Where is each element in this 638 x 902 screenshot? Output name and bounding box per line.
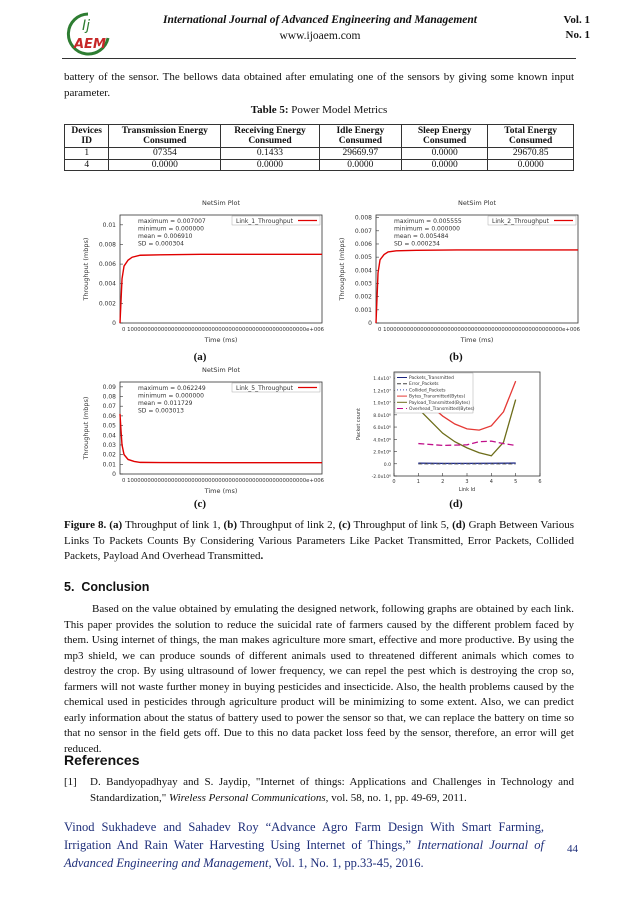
y-tick-label: 0.002: [98, 300, 116, 308]
y-tick-label: 0: [112, 320, 116, 327]
y-tick-label: 0.008: [98, 241, 116, 249]
section-number: 5.: [64, 580, 75, 594]
table-cell: 4: [65, 159, 109, 171]
reference-item: [64, 775, 574, 806]
issue-label: No. 1: [565, 29, 590, 41]
plot-stat-text: SD = 0.000234: [394, 240, 440, 248]
reference-number: [1]: [64, 776, 77, 788]
y-tick-label: 8.0x10⁶: [373, 413, 391, 419]
table-caption-label: Table 5:: [250, 104, 289, 116]
plot-title: NetSim Plot: [458, 199, 496, 207]
y-tick-label: 0.008: [354, 214, 372, 222]
legend-label: Overhead_Transmitted(Bytes): [409, 407, 475, 412]
reference-details: vol. 58, no. 1, pp. 49-69, 2011.: [328, 791, 467, 804]
plot-stat-text: maximum = 0.062249: [138, 385, 206, 392]
figure-label: Figure 8: [64, 519, 104, 531]
y-tick-label: 6.0x10⁶: [373, 426, 391, 432]
y-tick-label: 1.2x10⁷: [373, 389, 391, 395]
caption-subfig-text: Graph Between Various Links To Packets Counts By Considering Various Parameters Like Packet Transmitted, Error Packets, Collided Packets, Payload And Overhead Transmitted: [64, 519, 575, 562]
legend-label: Link_5_Throughput: [236, 385, 293, 392]
caption-subfig-ref: (b): [223, 519, 237, 531]
conclusion-paragraph: Based on the value obtained by emulating the designed network, following graphs are obtained by each link. This paper provides the solution to reduce the suicidal rate of farmers caused by the different problem faced by them. Using internet of things, the man makes agriculture more smart, effective and more productive. By using the mp3 shield, we can produce sounds of different animals used to threatened different animals which comes to destroy the crop. By using ultrasound of lower frequency, we can repel the pest which is destroying the crop so, farmers will not waste further money in buying pesticides and insecticide. Also, the health problems caused by the chemical used in pesticides through agriculture product will be minimizing to some extent. Also, we can predict early information about the status of battery used to power the sensor so that, we can replace the battery on time so that no sensor in the field gets off. Due to this no data packet loss feed by the sensor, therefore, an error will get reduced.: [64, 603, 574, 755]
table-header-cell: Receiving Energy Consumed: [221, 125, 319, 148]
legend-label: Packets_Transmitted: [409, 376, 454, 381]
table-cell: 07354: [109, 148, 221, 160]
volume-number: [540, 13, 590, 43]
table-cell: 29669.97: [319, 148, 401, 160]
legend-label: Error_Packets: [409, 382, 439, 388]
x-tick-labels: 0 10000000000000000000000000000000000000000000000000000e+006: [122, 327, 324, 333]
table-cell: 29670.85: [488, 148, 574, 160]
y-tick-label: 0.002: [354, 293, 372, 301]
y-tick-label: 0.04: [102, 432, 116, 440]
footer-citation-text: Vinod Sukhadeve and Sahadev Roy “Advance Agro Farm Design With Smart Farming, Irrigation And Rain Water Harvesting Using Internet of Things,”: [64, 820, 544, 852]
table-cell: 1: [65, 148, 109, 160]
plot-stat-text: mean = 0.011729: [138, 400, 193, 407]
plot-stat-text: mean = 0.006910: [138, 233, 193, 240]
x-tick-label: 1: [416, 479, 420, 485]
y-axis-label: Throughput (mbps): [82, 237, 90, 301]
caption-subfig-ref: . (a): [103, 519, 123, 531]
journal-title: International Journal of Advanced Engineering and Management: [163, 14, 477, 26]
x-tick-label: 4: [489, 479, 493, 485]
y-tick-label: 0.001: [354, 306, 372, 314]
table-header-cell: Transmission Energy Consumed: [109, 125, 221, 148]
figure-caption: [64, 518, 574, 565]
references-heading: References: [64, 752, 140, 768]
x-tick-labels: 0 10000000000000000000000000000000000000000000000000000e+006: [378, 327, 580, 333]
y-tick-label: 0.004: [98, 280, 116, 288]
plot-stat-text: minimum = 0.000000: [138, 392, 204, 400]
table-row: [65, 148, 574, 160]
subfig-label-b: (b): [449, 351, 463, 363]
y-tick-label: 0.007: [354, 227, 372, 235]
section-title: Conclusion: [81, 580, 150, 594]
y-tick-label: 4.0x10⁶: [373, 438, 391, 444]
y-tick-label: 0.02: [102, 451, 116, 459]
table-body: [65, 148, 574, 171]
table-caption: [64, 104, 574, 116]
plot-d: [350, 362, 550, 501]
x-tick-label: 5: [514, 479, 518, 485]
caption-subfig-text: Throughput of link 1,: [122, 519, 224, 531]
x-tick-label: 0: [392, 479, 396, 485]
legend-label: Link_2_Throughput: [492, 218, 549, 225]
x-axis-label: Time (ms): [460, 336, 494, 344]
page-number: 44: [567, 843, 578, 855]
table-header-cell: Sleep Energy Consumed: [402, 125, 488, 148]
x-tick-label: 2: [441, 479, 445, 485]
table-row: [65, 159, 574, 171]
table-cell: 0.0000: [319, 159, 401, 171]
y-tick-label: 0.06: [102, 412, 116, 420]
y-tick-label: 0.005: [354, 254, 372, 262]
y-tick-label: 0.006: [98, 261, 116, 269]
plot-d-svg: [350, 362, 550, 496]
plot-stat-text: maximum = 0.007007: [138, 218, 206, 225]
y-tick-label: 0.08: [102, 393, 116, 401]
plot-b: [334, 195, 584, 350]
y-tick-label: -2.0x10⁶: [371, 475, 391, 480]
table-cell: 0.0000: [402, 159, 488, 171]
plot-stat-text: maximum = 0.005555: [394, 218, 462, 225]
series-line-link-1-throughput: [120, 254, 322, 323]
plot-b-svg: [334, 195, 584, 345]
table-header-cell: Total Energy Consumed: [488, 125, 574, 148]
plot-stat-text: minimum = 0.000000: [138, 225, 204, 233]
y-tick-label: 0.05: [102, 422, 116, 430]
section-heading: [64, 580, 149, 594]
y-tick-label: 0: [112, 471, 116, 478]
journal-url[interactable]: www.ijoaem.com: [279, 30, 361, 42]
plot-stat-text: minimum = 0.000000: [394, 225, 460, 233]
x-axis-label: Time (ms): [204, 487, 238, 495]
table-cell: 0.1433: [221, 148, 319, 160]
caption-subfig-ref: (d): [452, 519, 466, 531]
logo-text-top: Ij: [82, 18, 91, 34]
subfig-label-c: (c): [193, 498, 207, 510]
table-cell: 0.0000: [109, 159, 221, 171]
y-axis-label: Packet count: [356, 407, 362, 441]
plot-a-svg: [78, 195, 328, 345]
logo-text-bottom: AEM: [74, 37, 106, 52]
caption-subfig-text: Throughput of link 2,: [237, 519, 339, 531]
y-tick-label: 0.01: [102, 461, 116, 469]
plot-title: NetSim Plot: [202, 366, 240, 374]
y-axis-label: Throughput (mbps): [338, 237, 346, 301]
plot-title: NetSim Plot: [202, 199, 240, 207]
plot-a: [78, 195, 328, 350]
y-tick-label: 2.0x10⁶: [373, 450, 391, 456]
y-tick-label: 0.09: [102, 383, 116, 391]
series-line-link-5-throughput: [120, 414, 322, 463]
y-tick-label: 0.004: [354, 267, 372, 275]
x-tick-label: 3: [465, 479, 469, 485]
subfig-label-d: (d): [449, 498, 463, 510]
y-tick-label: 0.006: [354, 240, 372, 248]
y-tick-label: 1.0x10⁷: [373, 401, 391, 407]
volume-label: Vol. 1: [563, 14, 590, 26]
y-tick-label: 1.4x10⁷: [373, 377, 391, 383]
subfig-label-a: (a): [193, 351, 207, 363]
table-cell: 0.0000: [221, 159, 319, 171]
plot-c: [78, 362, 328, 501]
legend-label: Bytes_Transmitted(Bytes): [409, 394, 466, 400]
table-header-cell: Devices ID: [65, 125, 109, 148]
journal-logo: [60, 8, 116, 56]
caption-subfig-text: Throughput of link 5,: [350, 519, 453, 531]
footer-citation-details: Vol. 1, No. 1, pp.33-45, 2016.: [271, 856, 424, 870]
reference-text: [90, 775, 574, 806]
y-tick-label: 0.03: [102, 441, 116, 449]
plot-stat-text: mean = 0.005484: [394, 233, 449, 240]
plot-stat-text: SD = 0.000304: [138, 240, 184, 248]
x-tick-labels: 0 10000000000000000000000000000000000000000000000000000e+006: [122, 478, 324, 484]
plot-stat-text: SD = 0.003013: [138, 407, 184, 415]
y-tick-label: 0: [368, 320, 372, 327]
caption-subfig-ref: (c): [338, 519, 351, 531]
header-divider: [62, 58, 576, 59]
table-header-cell: Idle Energy Consumed: [319, 125, 401, 148]
table-header-row: [65, 125, 574, 148]
table-cell: 0.0000: [488, 159, 574, 171]
series-line-link-2-throughput: [376, 250, 578, 323]
legend-label: Payload_Transmitted(Bytes): [409, 400, 471, 406]
table-cell: 0.0000: [402, 148, 488, 160]
x-axis-label: Time (ms): [204, 336, 238, 344]
figure-caption-end: .: [260, 550, 264, 562]
citation-footer: [64, 818, 544, 872]
footer-journal: International Journal of Advanced Engineering and Management,: [64, 838, 544, 870]
reference-authors-title: D. Bandyopadhyay and S. Jaydip, "Internet of things: Applications and Challenges in Technology and Standardization,": [90, 776, 574, 804]
y-tick-label: 0.003: [354, 280, 372, 288]
intro-paragraph: battery of the sensor. The bellows data obtained after emulating one of the sensors by giving some known input parameter.: [64, 71, 574, 99]
y-tick-label: 0.0: [383, 462, 391, 468]
power-metrics-table: [64, 124, 574, 171]
plot-c-svg: [78, 362, 328, 496]
reference-journal: Wireless Personal Communications,: [169, 791, 329, 804]
y-tick-label: 0.01: [102, 221, 116, 229]
legend-label: Link_1_Throughput: [236, 218, 293, 225]
legend-label: Collided_Packets: [409, 388, 446, 394]
y-axis-label: Throughput (mbps): [82, 396, 90, 460]
x-tick-label: 6: [538, 479, 542, 485]
table-caption-text: Power Model Metrics: [288, 104, 388, 116]
y-tick-label: 0.07: [102, 403, 116, 411]
x-axis-label: Link Id: [458, 487, 476, 493]
